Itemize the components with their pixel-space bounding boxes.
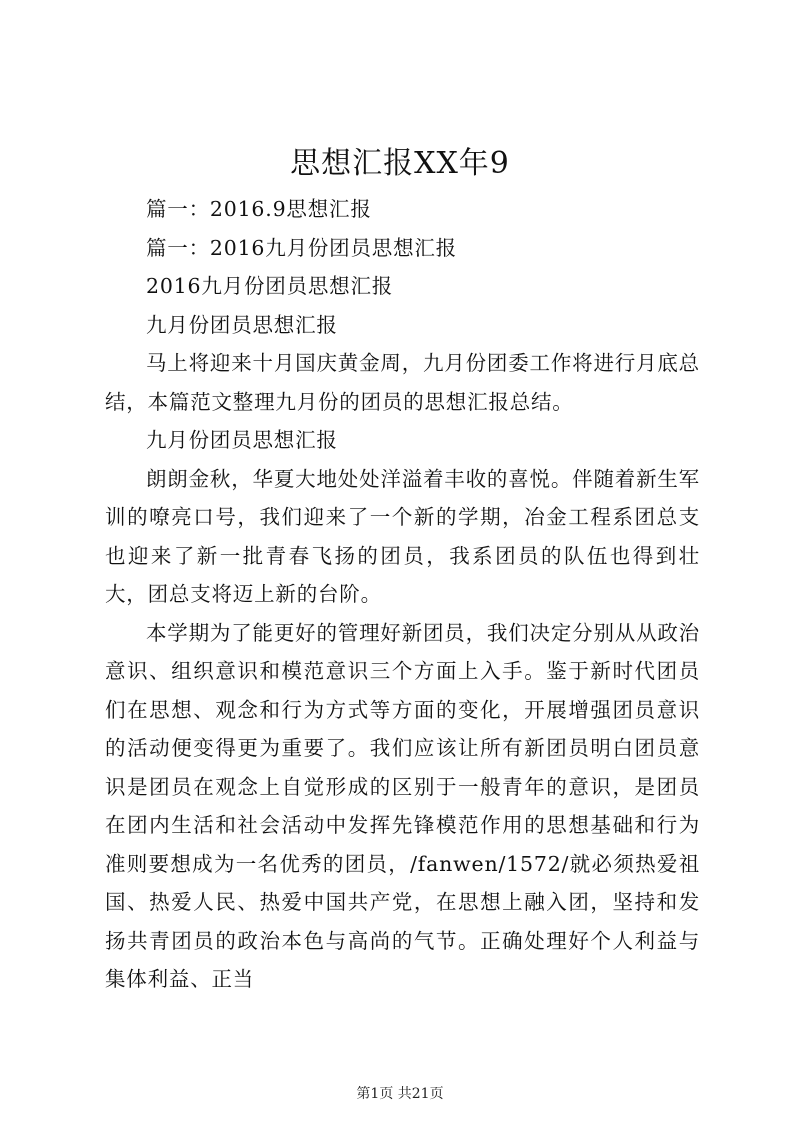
paragraph-2: 篇一：2016九月份团员思想汇报: [146, 235, 457, 260]
paragraph-5: 马上将迎来十月国庆黄金周，九月份团委工作将进行月底总结，本篇范文整理九月份的团员的思想汇报总结。: [105, 351, 700, 414]
paragraph-1: 篇一：2016.9思想汇报: [146, 197, 372, 221]
document-body: [105, 190, 700, 999]
page-number-label: 第1页 共21页: [356, 1086, 444, 1102]
paragraph-8: 本学期为了能更好的管理好新团员，我们决定分别从从政治意识、组织意识和模范意识三个方面上入手。鉴于新时代团员们在思想、观念和行为方式等方面的变化，开展增强团员意识的活动便变得更为重要了。我们应该让所有新团员明白团员意识是团员在观念上自觉形成的区别于一般青年的意识，是团员在团内生活和社会活动中发挥先锋模范作用的思想基础和行为准则要想成为一名优秀的团员，/fanwen/1572/就必须热爱祖国、热爱人民、热爱中国共产党，在思想上融入团，坚持和发扬共青团员的政治本色与高尚的气节。正确处理好个人利益与集体利益、正当: [105, 620, 700, 991]
page-footer: [0, 1084, 800, 1104]
paragraph-7: 朗朗金秋，华夏大地处处洋溢着丰收的喜悦。伴随着新生军训的嘹亮口号，我们迎来了一个新的学期，冶金工程系团总支也迎来了新一批青春飞扬的团员，我系团员的队伍也得到壮大，团总支将迈上新的台阶。: [105, 466, 700, 606]
page-title: 思想汇报XX年9: [290, 146, 510, 181]
paragraph-4: 九月份团员思想汇报: [146, 312, 338, 337]
paragraph-6: 九月份团员思想汇报: [146, 428, 338, 452]
paragraph-3: 2016九月份团员思想汇报: [146, 274, 394, 298]
